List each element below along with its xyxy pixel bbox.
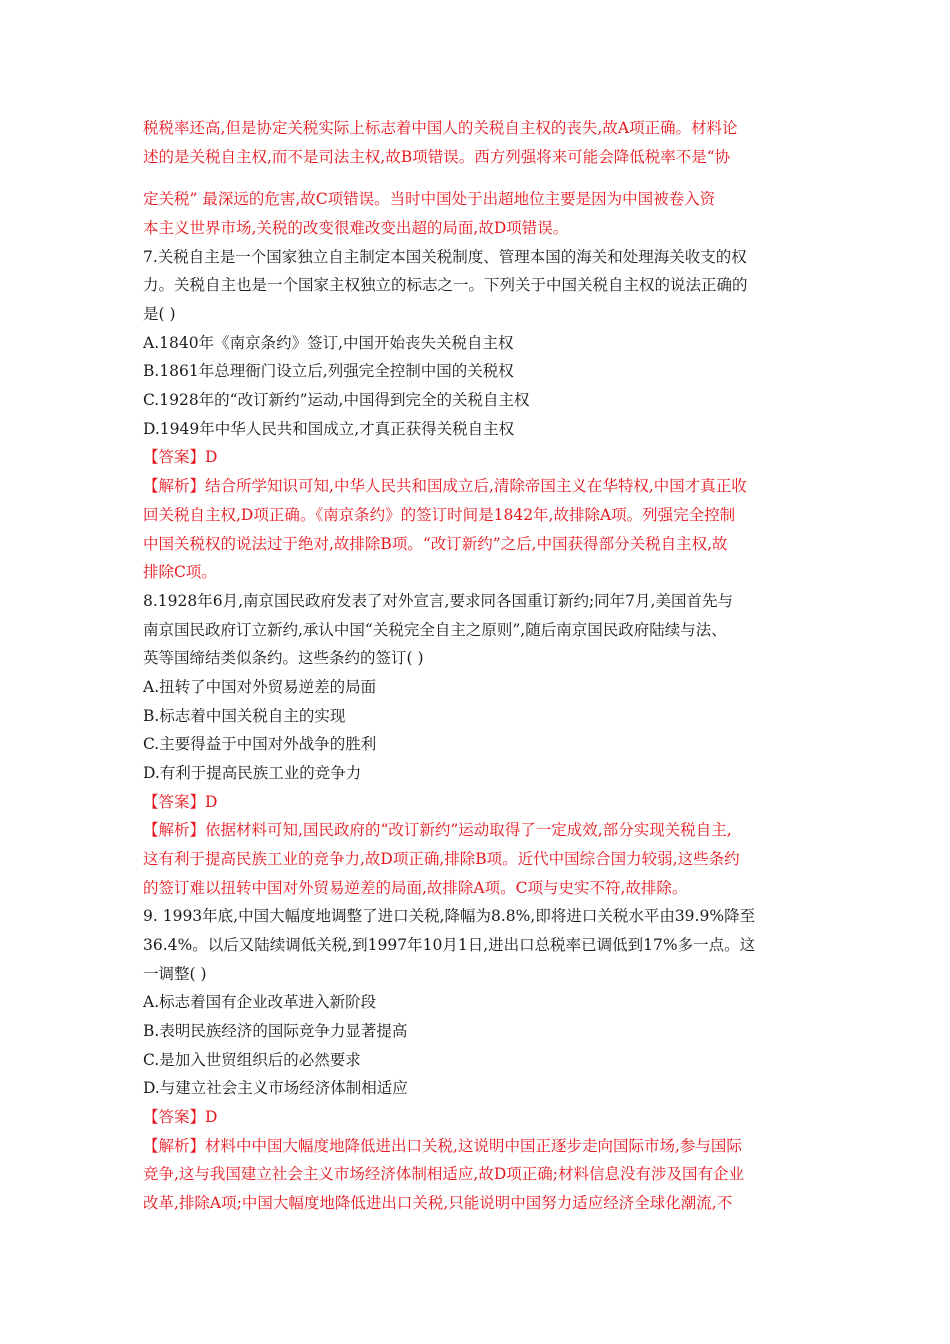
text-line: 竞争,这与我国建立社会主义市场经济体制相适应,故D项正确;材料信息没有涉及国有企业 — [143, 1165, 745, 1183]
answer-tag: 【答案】 — [143, 793, 206, 811]
option-a: A.标志着国有企业改革进入新阶段 — [143, 993, 377, 1011]
question-9-stem: 9. 1993年底,中国大幅度地调整了进口关税,降幅为8.8%,即将进口关税水平由39.9%降至 — [143, 907, 756, 925]
question-7-stem: 力。关税自主也是一个国家主权独立的标志之一。下列关于中国关税自主权的说法正确的 — [143, 276, 748, 294]
analysis-line — [143, 476, 747, 496]
option-c: C.主要得益于中国对外战争的胜利 — [143, 735, 377, 753]
analysis-text: 依据材料可知,国民政府的“改订新约”运动取得了一定成效,部分实现关税自主, — [205, 821, 732, 839]
option-d: D.与建立社会主义市场经济体制相适应 — [143, 1079, 408, 1097]
answer-value: D — [205, 1108, 218, 1126]
text-line: 定关税” 最深远的危害,故C项错误。当时中国处于出超地位主要是因为中国被卷入资 — [143, 190, 716, 208]
option-c: C.1928年的“改订新约”运动,中国得到完全的关税自主权 — [143, 391, 530, 409]
text-line: 这有利于提高民族工业的竞争力,故D项正确,排除B项。近代中国综合国力较弱,这些条约 — [143, 850, 740, 868]
text-line: 改革,排除A项;中国大幅度地降低进出口关税,只能说明中国努力适应经济全球化潮流,不 — [143, 1194, 733, 1212]
option-b: B.1861年总理衙门设立后,列强完全控制中国的关税权 — [143, 362, 514, 380]
text-line: 述的是关税自主权,而不是司法主权,故B项错误。西方列强将来可能会降低税率不是“协 — [143, 148, 731, 166]
option-c: C.是加入世贸组织后的必然要求 — [143, 1051, 361, 1069]
question-9-stem: 一调整( ) — [143, 965, 207, 983]
text-line: 回关税自主权,D项正确。《南京条约》的签订时间是1842年,故排除A项。列强完全控制 — [143, 506, 736, 524]
option-b: B.表明民族经济的国际竞争力显著提高 — [143, 1022, 408, 1040]
question-8-stem: 南京国民政府订立新约,承认中国“关税完全自主之原则”,随后南京国民政府陆续与法、 — [143, 621, 727, 639]
text-line: 中国关税权的说法过于绝对,故排除B项。“改订新约”之后,中国获得部分关税自主权,故 — [143, 535, 728, 553]
analysis-tag: 【解析】 — [143, 1137, 206, 1155]
answer-tag: 【答案】 — [143, 448, 206, 466]
analysis-tag: 【解析】 — [143, 477, 206, 495]
text-line: 的签订难以扭转中国对外贸易逆差的局面,故排除A项。C项与史实不符,故排除。 — [143, 879, 688, 897]
analysis-text: 结合所学知识可知,中华人民共和国成立后,清除帝国主义在华特权,中国才真正收 — [205, 477, 747, 495]
question-7-stem: 是( ) — [143, 305, 176, 323]
analysis-line — [143, 1136, 742, 1156]
option-d: D.有利于提高民族工业的竞争力 — [143, 764, 362, 782]
answer-tag: 【答案】 — [143, 1108, 206, 1126]
question-7-stem: 7.关税自主是一个国家独立自主制定本国关税制度、管理本国的海关和处理海关收支的权 — [143, 248, 747, 266]
answer-line — [143, 1107, 217, 1127]
analysis-tag: 【解析】 — [143, 821, 206, 839]
text-line: 本主义世界市场,关税的改变很难改变出超的局面,故D项错误。 — [143, 219, 569, 237]
question-9-stem: 36.4%。以后又陆续调低关税,到1997年10月1日,进出口总税率已调低到17%多一点。这 — [143, 936, 756, 954]
answer-line — [143, 447, 217, 467]
answer-value: D — [205, 448, 218, 466]
answer-line — [143, 792, 217, 812]
answer-value: D — [205, 793, 218, 811]
text-line: 税税率还高,但是协定关税实际上标志着中国人的关税自主权的丧失,故A项正确。材料论 — [143, 119, 738, 137]
option-a: A.1840年《南京条约》签订,中国开始丧失关税自主权 — [143, 334, 514, 352]
text-line: 排除C项。 — [143, 563, 217, 581]
option-d: D.1949年中华人民共和国成立,才真正获得关税自主权 — [143, 420, 515, 438]
question-8-stem: 英等国缔结类似条约。这些条约的签订( ) — [143, 649, 424, 667]
option-a: A.扭转了中国对外贸易逆差的局面 — [143, 678, 377, 696]
analysis-text: 材料中中国大幅度地降低进出口关税,这说明中国正逐步走向国际市场,参与国际 — [205, 1137, 742, 1155]
option-b: B.标志着中国关税自主的实现 — [143, 707, 346, 725]
question-8-stem: 8.1928年6月,南京国民政府发表了对外宣言,要求同各国重订新约;同年7月,美国首先与 — [143, 592, 733, 610]
analysis-line — [143, 820, 732, 840]
